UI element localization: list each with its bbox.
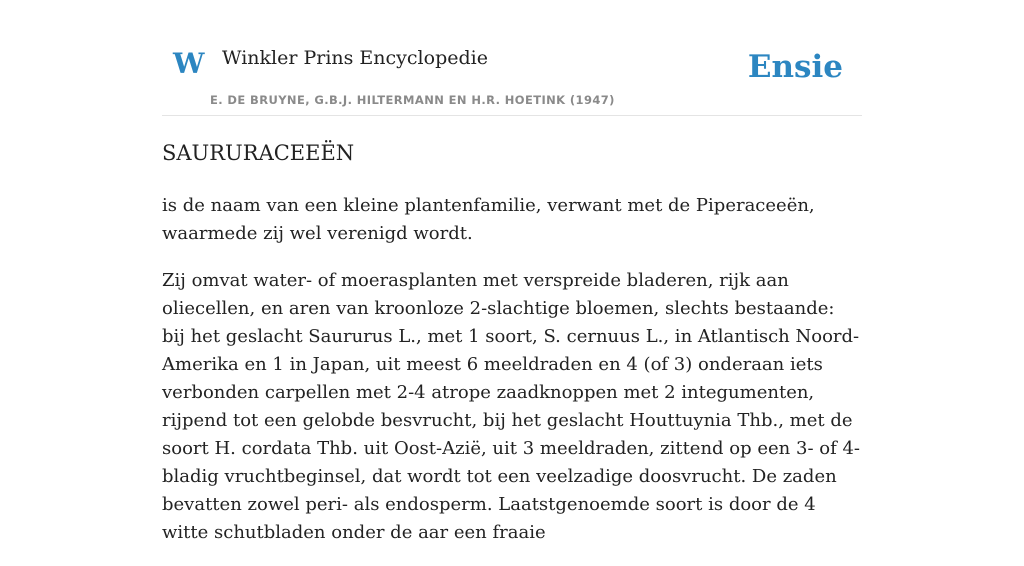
entry-paragraph: is de naam van een kleine plantenfamilie, verwant met de Piperaceeën, waarmede zij wel verenigd wordt. — [162, 195, 815, 244]
site-header — [162, 0, 862, 116]
site-title[interactable]: Winkler Prins Encyclopedie — [222, 47, 488, 69]
ensie-brand-logo[interactable]: Ensie — [747, 49, 843, 85]
entry-body — [162, 192, 862, 566]
entry-title: SAURURACEEËN — [162, 141, 355, 165]
page-container — [162, 0, 862, 543]
edition-authors: E. DE BRUYNE, G.B.J. HILTERMANN EN H.R. HOETINK (1947) — [210, 93, 615, 107]
entry-paragraph: Zij omvat water- of moerasplanten met verspreide bladeren, rijk aan oliecellen, en aren van kroonloze 2-slachtige bloemen, slechts bestaande: bij het geslacht Saururus L., met 1 soort, S. cernuus L., in Atlantisch Noord-Amerika en 1 in Japan, uit meest 6 meeldraden en 4 (of 3) onderaan iets verbonden carpellen met 2-4 atrope zaadknoppen met 2 integumenten, rijpend tot een gelobde besvrucht, bij het geslacht Houttuynia Thb., met de soort H. cordata Thb. uit Oost-Azië, uit 3 meeldraden, zittend op een 3- of 4-bladig vruchtbeginsel, dat wordt tot een veelzadige doosvrucht. De zaden bevatten zowel peri- als endosperm. Laatstgenoemde soort is door de 4 witte schutbladen onder de aar een fraaie — [162, 270, 861, 543]
encyclopedia-logo-icon[interactable]: W — [173, 47, 205, 80]
